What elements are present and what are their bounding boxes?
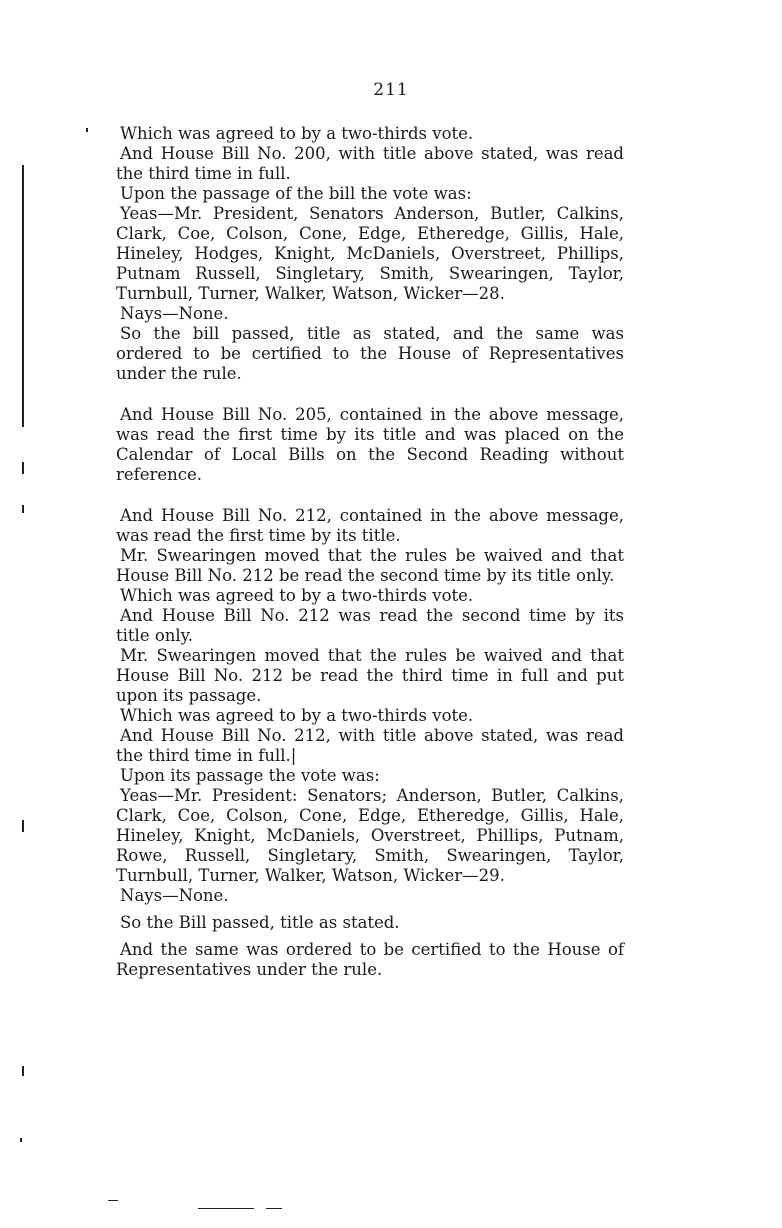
paragraph: And House Bill No. 212 was read the second time by its title only. xyxy=(116,606,624,645)
paragraph: Mr. Swearingen moved that the rules be waived and that House Bill No. 212 be read the third time in full and put upon its passage. xyxy=(116,646,624,705)
scan-mark xyxy=(22,1066,24,1076)
paragraph: Which was agreed to by a two-thirds vote. xyxy=(120,124,474,143)
scan-mark xyxy=(22,462,24,474)
paragraph: And House Bill No. 212, contained in the above message, was read the first time by its title. xyxy=(116,506,624,545)
scan-mark xyxy=(22,505,24,513)
paragraph: Nays—None. xyxy=(120,886,229,905)
scan-mark xyxy=(266,1208,282,1209)
paragraph: So the bill passed, title as stated, and the same was ordered to be certified to the House of Representatives under the rule. xyxy=(116,324,624,383)
paragraph: Yeas—Mr. President, Senators Anderson, Butler, Calkins, Clark, Coe, Colson, Cone, Edge, Etheredge, Gillis, Hale, Hineley, Hodges, Knight, McDaniels, Overstreet, Phillips, Putnam Russell, Singletary, Smith, Swearingen, Taylor, Turnbull, Turner, Walker, Watson, Wicker—28. xyxy=(116,204,624,303)
paragraph: Mr. Swearingen moved that the rules be waived and that House Bill No. 212 be read the second time by its title only. xyxy=(116,546,624,585)
paragraph: And House Bill No. 200, with title above stated, was read the third time in full. xyxy=(116,144,624,183)
paragraph: And House Bill No. 212, with title above stated, was read the third time in full.| xyxy=(116,726,624,765)
document-body xyxy=(116,124,624,980)
scan-mark xyxy=(108,1200,118,1201)
paragraph: Upon the passage of the bill the vote was: xyxy=(120,184,472,203)
scan-mark xyxy=(198,1208,254,1209)
scan-mark xyxy=(20,1138,22,1142)
paragraph: Yeas—Mr. President: Senators; Anderson, Butler, Calkins, Clark, Coe, Colson, Cone, Edge, Etheredge, Gillis, Hale, Hineley, Knight, McDaniels, Overstreet, Phillips, Putnam, Rowe, Russell, Singletary, Smith, Swearingen, Taylor, Turnbull, Turner, Walker, Watson, Wicker—29. xyxy=(116,786,624,885)
paragraph: Which was agreed to by a two-thirds vote. xyxy=(120,706,474,725)
paragraph: So the Bill passed, title as stated. xyxy=(120,913,400,932)
scan-mark xyxy=(86,128,88,132)
page-number: 211 xyxy=(373,80,409,100)
paragraph: And House Bill No. 205, contained in the above message, was read the first time by its title and was placed on the Calendar of Local Bills on the Second Reading without reference. xyxy=(116,405,624,484)
paragraph: Nays—None. xyxy=(120,304,229,323)
scan-mark xyxy=(22,820,24,832)
paragraph: Which was agreed to by a two-thirds vote. xyxy=(120,586,474,605)
paragraph: And the same was ordered to be certified to the House of Representatives under the rule. xyxy=(116,940,624,979)
paragraph: Upon its passage the vote was: xyxy=(120,766,380,785)
scan-mark xyxy=(22,165,24,427)
